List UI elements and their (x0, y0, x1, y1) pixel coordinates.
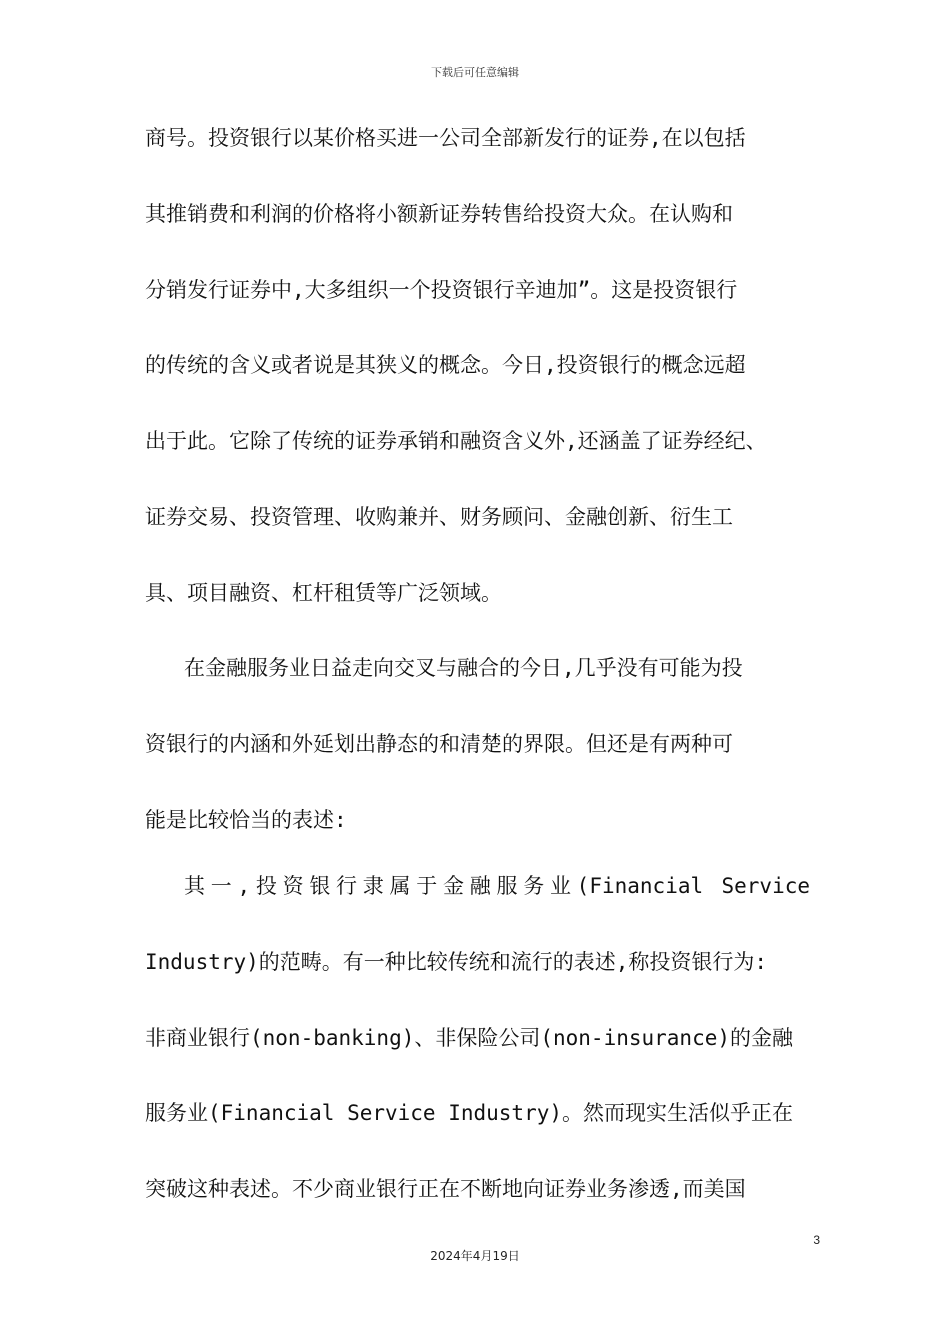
footer-date: 2024年4月19日 (430, 1249, 520, 1263)
body-line-10: 能是比较恰当的表述: (145, 808, 347, 832)
body-line-5: 出于此。它除了传统的证券承销和融资含义外,还涵盖了证券经纪、 (145, 429, 767, 453)
body-line-1: 商号。投资银行以某价格买进一公司全部新发行的证券,在以包括 (145, 126, 746, 150)
body-line-4: 的传统的含义或者说是其狭义的概念。今日,投资银行的概念远超 (145, 353, 746, 377)
page-header: 下载后可任意编辑 (431, 66, 519, 79)
body-line-6: 证券交易、投资管理、收购兼并、财务顾问、金融创新、衍生工 (145, 505, 733, 529)
body-line-11: 其一,投资银行隶属于金融服务业(Financial Service (184, 874, 810, 898)
body-line-15: 突破这种表述。不少商业银行正在不断地向证券业务渗透,而美国 (145, 1177, 746, 1201)
body-line-14: 服务业(Financial Service Industry)。然而现实生活似乎正在 (145, 1101, 794, 1125)
body-line-7: 具、项目融资、杠杆租赁等广泛领域。 (145, 581, 502, 605)
body-line-8: 在金融服务业日益走向交叉与融合的今日,几乎没有可能为投 (184, 656, 743, 680)
body-line-2: 其推销费和利润的价格将小额新证券转售给投资大众。在认购和 (145, 202, 733, 226)
body-line-13: 非商业银行(non-banking)、非保险公司(non-insurance)的金融 (145, 1026, 794, 1050)
body-line-9: 资银行的内涵和外延划出静态的和清楚的界限。但还是有两种可 (145, 732, 733, 756)
body-line-12: Industry)的范畴。有一种比较传统和流行的表述,称投资银行为: (145, 950, 768, 974)
body-line-3: 分销发行证券中,大多组织一个投资银行辛迪加”。这是投资银行 (145, 278, 738, 302)
page-number: 3 (813, 1233, 820, 1247)
